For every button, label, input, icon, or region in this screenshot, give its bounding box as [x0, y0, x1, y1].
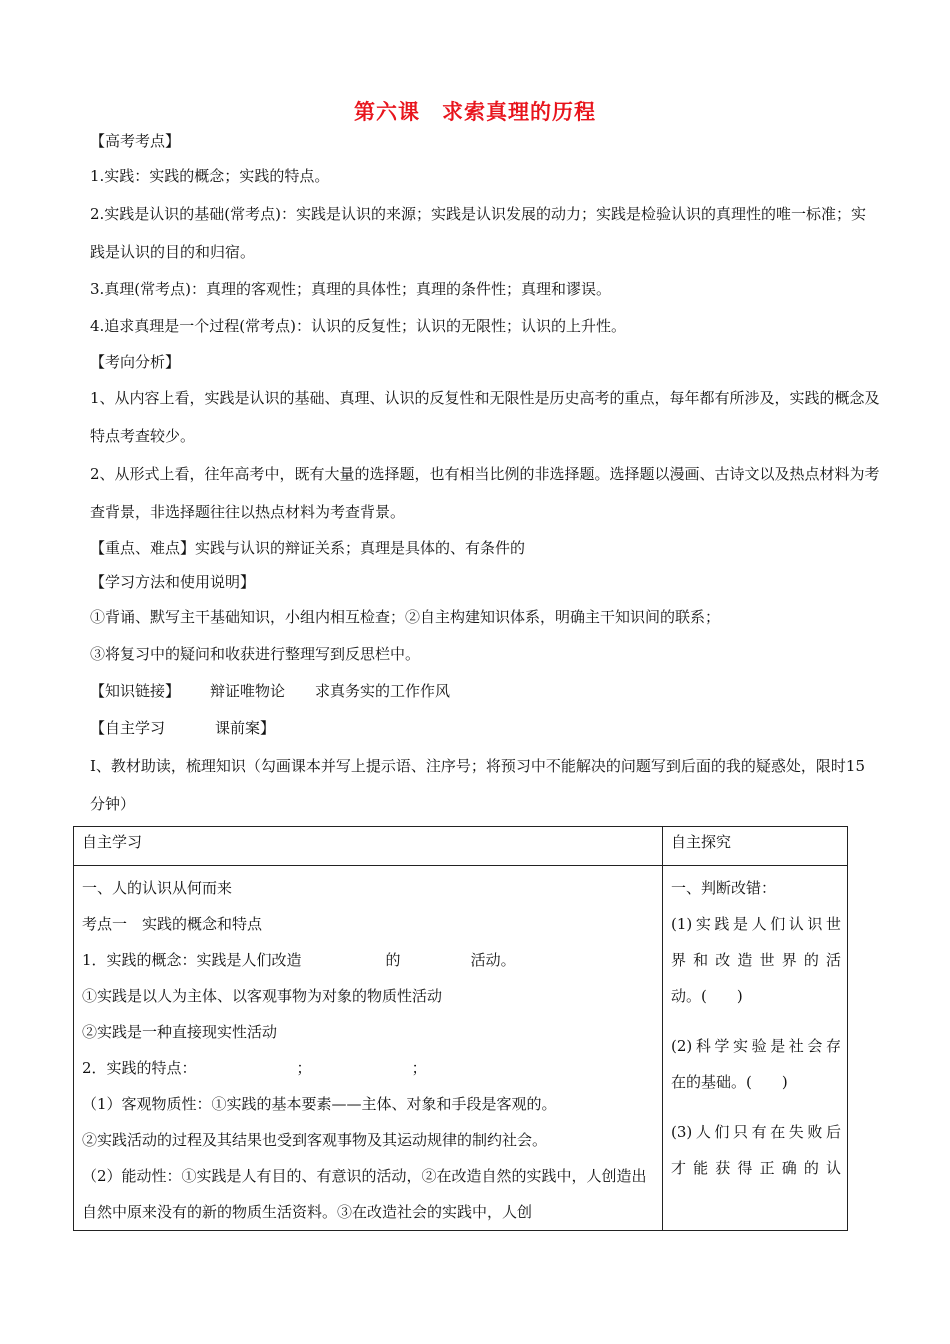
paragraph: ①背诵、默写主干基础知识，小组内相互检查；②自主构建知识体系，明确主干知识间的联系；	[90, 608, 721, 626]
cell-text: 2．实践的特点：	[82, 1059, 197, 1077]
paragraph: 2.实践是认识的基础(常考点)：实践是认识的来源；实践是认识发展的动力；实践是检验认识的真理性的唯一标准；实践是认识的目的和归宿。	[90, 205, 867, 261]
cell-line: 考点一 实践的概念和特点	[82, 915, 263, 933]
section-heading: 【考向分析】	[90, 353, 181, 371]
table-row	[74, 866, 848, 1231]
cell-line: 在的基础。( )	[671, 1073, 788, 1091]
cell-line: 一、人的认识从何而来	[82, 879, 233, 897]
self-explore-cell	[663, 866, 848, 1231]
knowledge-link-line	[90, 673, 880, 710]
document-body	[90, 124, 880, 823]
study-table	[73, 826, 848, 1231]
paragraph: 2、从形式上看，往年高考中，既有大量的选择题，也有相当比例的非选择题。选择题以漫画、古诗文以及热点材料为考查背景，非选择题往往以热点材料为考查背景。	[90, 465, 880, 521]
cell-text: ；	[296, 1059, 312, 1077]
cell-line: 才能获得正确的认	[671, 1159, 841, 1177]
paragraph: 1、从内容上看，实践是认识的基础、真理、认识的反复性和无限性是历史高考的重点，每年都有所涉及，实践的概念及特点考查较少。	[90, 389, 880, 445]
section-heading: 【高考考点】	[90, 132, 181, 150]
section-heading: 【学习方法和使用说明】	[90, 573, 256, 591]
paragraph: 3.真理(常考点)：真理的客观性；真理的具体性；真理的条件性；真理和谬误。	[90, 280, 612, 298]
cell-line: (2)科学实验是社会存	[671, 1037, 841, 1055]
cell-line: ②实践活动的过程及其结果也受到客观事物及其运动规律的制约社会。	[82, 1131, 548, 1149]
cell-line: 一、判断改错：	[671, 879, 777, 897]
cell-line: （2）能动性：①实践是人有目的、有意识的活动，②在改造自然的实践中，人创造出自然中原来没有的新的物质生活资料。③在改造社会的实践中，人创	[82, 1167, 647, 1221]
page-title: 第六课 求索真理的历程	[354, 100, 596, 124]
self-study-cell	[74, 866, 663, 1231]
paragraph: ③将复习中的疑问和收获进行整理写到反思栏中。	[90, 645, 421, 663]
knowledge-link-item: 辩证唯物论	[210, 682, 286, 700]
self-study-sub: 课前案】	[215, 719, 276, 737]
cell-line: （1）客观物质性：①实践的基本要素——主体、对象和手段是客观的。	[82, 1095, 557, 1113]
section-heading: 【重点、难点】实践与认识的辩证关系；真理是具体的、有条件的	[90, 539, 526, 557]
concept-line	[82, 942, 656, 978]
cell-line: (1)实践是人们认识世	[671, 915, 841, 933]
cell-text: 1．实践的概念：实践是人们改造	[82, 951, 302, 969]
cell-line: 界和改造世界的活	[671, 951, 841, 969]
cell-text: ；	[411, 1059, 427, 1077]
knowledge-link-label: 【知识链接】	[90, 682, 181, 700]
cell-line: 动。( )	[671, 987, 743, 1005]
intro-paragraph: I、教材助读，梳理知识（勾画课本并写上提示语、注序号；将预习中不能解决的问题写到后面的我的疑惑处，限时15分钟）	[90, 757, 866, 813]
knowledge-link-item: 求真务实的工作作风	[315, 682, 451, 700]
column-header: 自主探究	[663, 827, 848, 866]
self-study-line	[90, 710, 880, 747]
paragraph: 4.追求真理是一个过程(常考点)：认识的反复性；认识的无限性；认识的上升性。	[90, 317, 627, 335]
cell-text: 活动。	[470, 951, 516, 969]
self-study-label: 【自主学习	[90, 719, 166, 737]
cell-line: ②实践是一种直接现实性活动	[82, 1023, 278, 1041]
cell-line: (3)人们只有在失败后	[671, 1123, 841, 1141]
paragraph: 1.实践：实践的概念；实践的特点。	[90, 167, 330, 185]
features-line	[82, 1050, 656, 1086]
table-header-row	[74, 827, 848, 866]
cell-line: ①实践是以人为主体、以客观事物为对象的物质性活动	[82, 987, 443, 1005]
cell-text: 的	[385, 951, 401, 969]
column-header: 自主学习	[74, 827, 663, 866]
